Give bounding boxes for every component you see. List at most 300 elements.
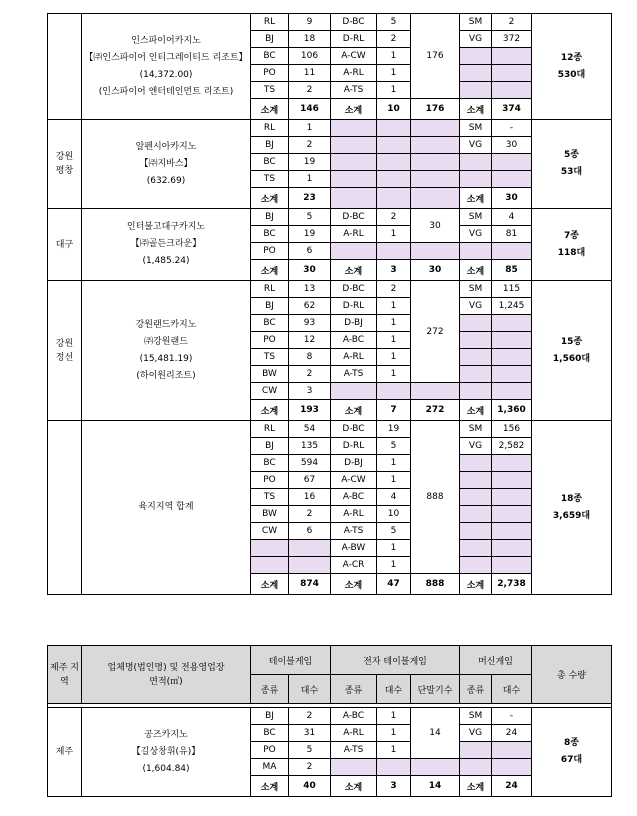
edt-count: 1	[377, 366, 411, 383]
empty-cell	[492, 455, 532, 472]
empty-cell	[460, 349, 492, 366]
subtotal-cell: 146	[289, 99, 331, 120]
company-cell-line: (하이원리조트)	[136, 370, 196, 381]
subtotal-cell: 374	[492, 99, 532, 120]
company-cell-line: 【㈜골든크라운】	[130, 239, 202, 249]
edt-type: A-BC	[331, 708, 377, 725]
empty-cell	[492, 489, 532, 506]
company-cell	[82, 281, 251, 421]
edt-count: 1	[377, 332, 411, 349]
subtotal-cell: 30	[289, 260, 331, 281]
table-game-count: 31	[289, 725, 331, 742]
region-cell-line: 제주	[55, 747, 74, 757]
table-game-type: PO	[251, 332, 289, 349]
subtotal-cell: 40	[289, 776, 331, 797]
table-game-type: BW	[251, 506, 289, 523]
subtotal-cell: 소계	[251, 188, 289, 209]
table-game-count: 5	[289, 742, 331, 759]
machine-type: VG	[460, 226, 492, 243]
header-machine: 머신게임	[460, 646, 532, 675]
empty-cell	[492, 557, 532, 574]
table-game-type: TS	[251, 349, 289, 366]
edt-count: 5	[377, 438, 411, 455]
company-cell-line: 【㈜지바스】	[139, 158, 193, 169]
empty-cell	[377, 759, 411, 776]
empty-cell	[460, 523, 492, 540]
table-game-count: 19	[289, 226, 331, 243]
machine-count: 1,245	[492, 298, 532, 315]
data-row	[48, 209, 612, 226]
company-cell-line: (632.69)	[146, 175, 186, 186]
machine-count: 24	[492, 725, 532, 742]
table-game-count: 2	[289, 759, 331, 776]
empty-cell	[460, 759, 492, 776]
header-count: 대수	[377, 675, 411, 704]
header-slot: 단말기수	[411, 675, 460, 704]
empty-cell	[492, 65, 532, 82]
edt-count: 1	[377, 65, 411, 82]
subtotal-cell: 소계	[251, 260, 289, 281]
machine-count: 156	[492, 421, 532, 438]
machine-type: SM	[460, 209, 492, 226]
total-cell-line: 8종	[564, 738, 579, 748]
empty-cell	[492, 506, 532, 523]
header-region: 제주 지역	[48, 646, 82, 704]
table-game-type: TS	[251, 82, 289, 99]
edt-count: 1	[377, 315, 411, 332]
edt-count: 1	[377, 48, 411, 65]
company-cell	[82, 421, 251, 595]
data-row	[48, 281, 612, 298]
empty-cell	[492, 759, 532, 776]
subtotal-cell: 888	[411, 574, 460, 595]
company-cell-line: 강원랜드카지노	[135, 319, 197, 330]
region-cell	[48, 209, 82, 281]
empty-cell	[251, 540, 289, 557]
edt-type: D-BC	[331, 421, 377, 438]
machine-count: 2	[492, 14, 532, 31]
empty-cell	[460, 171, 492, 188]
edt-terminal-count: 176	[411, 14, 460, 99]
empty-cell	[460, 540, 492, 557]
subtotal-cell: 85	[492, 260, 532, 281]
subtotal-cell: 24	[492, 776, 532, 797]
company-cell	[82, 209, 251, 281]
edt-count: 2	[377, 209, 411, 226]
edt-terminal-count: 14	[411, 708, 460, 759]
region-cell	[48, 281, 82, 421]
machine-count: 30	[492, 137, 532, 154]
machine-type: SM	[460, 14, 492, 31]
edt-type: A-RL	[331, 349, 377, 366]
table-game-count: 2	[289, 82, 331, 99]
table-game-count: 106	[289, 48, 331, 65]
empty-cell	[460, 315, 492, 332]
company-cell-line: (14,372.00)	[139, 69, 193, 80]
machine-count: -	[492, 708, 532, 725]
edt-terminal-count: 30	[411, 209, 460, 243]
total-cell-line: 3,659대	[552, 510, 591, 521]
edt-type: D-BC	[331, 14, 377, 31]
empty-cell	[460, 65, 492, 82]
edt-count: 1	[377, 742, 411, 759]
edt-count: 1	[377, 472, 411, 489]
table-game-count: 6	[289, 243, 331, 260]
machine-type: SM	[460, 421, 492, 438]
company-cell-line: (1,604.84)	[142, 763, 190, 774]
edt-type: D-RL	[331, 298, 377, 315]
region-cell	[48, 421, 82, 595]
edt-type: A-CW	[331, 472, 377, 489]
subtotal-cell	[331, 188, 377, 209]
table-game-count: 67	[289, 472, 331, 489]
edt-type: A-BW	[331, 540, 377, 557]
company-cell	[82, 708, 251, 797]
edt-count: 1	[377, 725, 411, 742]
empty-cell	[331, 759, 377, 776]
edt-type: A-RL	[331, 65, 377, 82]
subtotal-cell: 47	[377, 574, 411, 595]
table-game-count: 594	[289, 455, 331, 472]
empty-cell	[331, 171, 377, 188]
empty-cell	[411, 759, 460, 776]
company-cell-line: 육지지역 합계	[138, 502, 194, 512]
edt-count: 1	[377, 298, 411, 315]
subtotal-cell: 소계	[331, 260, 377, 281]
table-game-count: 2	[289, 137, 331, 154]
edt-type: A-TS	[331, 523, 377, 540]
total-cell-line: 15종	[560, 336, 583, 347]
table-game-type: RL	[251, 421, 289, 438]
machine-type: VG	[460, 298, 492, 315]
empty-cell	[460, 154, 492, 171]
table-game-type: BC	[251, 725, 289, 742]
table-game-type: BJ	[251, 209, 289, 226]
empty-cell	[377, 383, 411, 400]
machine-type: VG	[460, 31, 492, 48]
data-row	[48, 708, 612, 725]
subtotal-cell: 소계	[251, 776, 289, 797]
table-game-count: 1	[289, 120, 331, 137]
edt-count: 1	[377, 349, 411, 366]
edt-count: 1	[377, 455, 411, 472]
total-cell-line: 67대	[560, 755, 583, 765]
edt-type: A-BC	[331, 332, 377, 349]
total-cell	[532, 281, 612, 421]
subtotal-cell: 소계	[251, 400, 289, 421]
header-row	[48, 646, 612, 675]
table-game-count: 8	[289, 349, 331, 366]
table-game-type: BJ	[251, 298, 289, 315]
data-row	[48, 14, 612, 31]
table-game-type: BJ	[251, 137, 289, 154]
company-cell-line: 【길상창휘(유)】	[131, 746, 201, 757]
table-game-type: BC	[251, 455, 289, 472]
header-table-game: 테이블게임	[251, 646, 331, 675]
machine-type: VG	[460, 438, 492, 455]
subtotal-cell	[411, 188, 460, 209]
edt-type: A-RL	[331, 226, 377, 243]
subtotal-cell: 2,738	[492, 574, 532, 595]
table-game-type: BW	[251, 366, 289, 383]
empty-cell	[492, 540, 532, 557]
data-row	[48, 421, 612, 438]
empty-cell	[492, 332, 532, 349]
company-cell-line: 인스파이어카지노	[131, 35, 201, 46]
edt-count: 1	[377, 226, 411, 243]
table-game-type: PO	[251, 472, 289, 489]
empty-cell	[492, 742, 532, 759]
edt-count: 2	[377, 281, 411, 298]
table-game-type: BC	[251, 48, 289, 65]
total-cell-line: 7종	[564, 230, 579, 241]
subtotal-cell: 소계	[460, 188, 492, 209]
header-type: 종류	[251, 675, 289, 704]
company-cell-line: 알펜시아카지노	[135, 141, 197, 152]
table-game-type: RL	[251, 14, 289, 31]
table-game-type: RL	[251, 281, 289, 298]
table-game-type: PO	[251, 243, 289, 260]
edt-count: 4	[377, 489, 411, 506]
empty-cell	[411, 154, 460, 171]
table-game-type: BC	[251, 154, 289, 171]
table-game-count: 2	[289, 708, 331, 725]
table-game-count: 16	[289, 489, 331, 506]
empty-cell	[492, 82, 532, 99]
edt-type: D-RL	[331, 31, 377, 48]
table-game-type: PO	[251, 742, 289, 759]
empty-cell	[331, 137, 377, 154]
empty-cell	[460, 489, 492, 506]
table-game-count: 135	[289, 438, 331, 455]
header-type: 종류	[460, 675, 492, 704]
table-game-type: BJ	[251, 708, 289, 725]
machine-count: 4	[492, 209, 532, 226]
edt-type: A-CW	[331, 48, 377, 65]
company-cell	[82, 14, 251, 120]
empty-cell	[377, 243, 411, 260]
empty-cell	[492, 48, 532, 65]
company-cell-line: (1,485.24)	[142, 256, 190, 266]
empty-cell	[492, 154, 532, 171]
edt-count: 1	[377, 540, 411, 557]
region-cell	[48, 708, 82, 797]
total-cell-line: 53대	[560, 167, 583, 177]
edt-type: D-BJ	[331, 455, 377, 472]
table-game-type: CW	[251, 383, 289, 400]
empty-cell	[492, 243, 532, 260]
empty-cell	[411, 171, 460, 188]
subtotal-cell: 23	[289, 188, 331, 209]
edt-count: 2	[377, 31, 411, 48]
empty-cell	[331, 243, 377, 260]
machine-count: 81	[492, 226, 532, 243]
empty-cell	[331, 383, 377, 400]
empty-cell	[492, 315, 532, 332]
machine-type: VG	[460, 725, 492, 742]
header-company: 업체명(법인명) 및 전용영업장 면적(㎡)	[82, 646, 251, 704]
empty-cell	[492, 472, 532, 489]
table-game-count: 13	[289, 281, 331, 298]
total-cell-line: 5종	[564, 150, 579, 160]
company-cell-line: 공즈카지노	[144, 729, 188, 740]
table-game-type: MA	[251, 759, 289, 776]
total-cell-line: 118대	[557, 247, 586, 258]
header-count: 대수	[289, 675, 331, 704]
empty-cell	[460, 82, 492, 99]
header-type: 종류	[331, 675, 377, 704]
empty-cell	[411, 137, 460, 154]
region-cell-line: 정선	[55, 352, 74, 363]
subtotal-cell: 소계	[331, 99, 377, 120]
edt-type: D-RL	[331, 438, 377, 455]
empty-cell	[492, 523, 532, 540]
subtotal-cell: 소계	[251, 99, 289, 120]
total-cell	[532, 120, 612, 209]
machine-count: -	[492, 120, 532, 137]
empty-cell	[492, 383, 532, 400]
empty-cell	[460, 243, 492, 260]
empty-cell	[377, 137, 411, 154]
table-game-count: 3	[289, 383, 331, 400]
edt-type: A-TS	[331, 742, 377, 759]
total-cell-line: 18종	[560, 493, 583, 504]
table-game-count: 19	[289, 154, 331, 171]
empty-cell	[460, 383, 492, 400]
region-cell-line: 대구	[55, 239, 74, 250]
company-cell-line: 【㈜인스파이어 인티그레이티드 리조트】	[84, 52, 248, 63]
edt-type: A-RL	[331, 725, 377, 742]
empty-cell	[251, 557, 289, 574]
edt-type: D-BJ	[331, 315, 377, 332]
subtotal-cell: 30	[411, 260, 460, 281]
edt-terminal-count: 272	[411, 281, 460, 383]
table-game-type: BC	[251, 226, 289, 243]
empty-cell	[331, 154, 377, 171]
subtotal-cell: 소계	[460, 574, 492, 595]
company-cell-line: 인터불고대구카지노	[126, 222, 206, 232]
empty-cell	[377, 154, 411, 171]
empty-cell	[460, 332, 492, 349]
header-total: 총 수량	[532, 646, 612, 704]
subtotal-cell	[377, 188, 411, 209]
table-game-count: 62	[289, 298, 331, 315]
machine-type: SM	[460, 708, 492, 725]
subtotal-cell: 소계	[460, 400, 492, 421]
table-game-count: 18	[289, 31, 331, 48]
region-cell-line: 강원	[55, 152, 74, 162]
company-cell	[82, 120, 251, 209]
subtotal-cell: 소계	[460, 260, 492, 281]
company-cell-line: (15,481.19)	[139, 353, 193, 364]
empty-cell	[492, 171, 532, 188]
total-cell	[532, 209, 612, 281]
region-cell-line: 강원	[55, 338, 74, 349]
edt-type: A-CR	[331, 557, 377, 574]
empty-cell	[460, 366, 492, 383]
empty-cell	[289, 540, 331, 557]
subtotal-cell: 874	[289, 574, 331, 595]
total-cell	[532, 708, 612, 797]
table-game-count: 12	[289, 332, 331, 349]
edt-count: 1	[377, 82, 411, 99]
table-game-count: 5	[289, 209, 331, 226]
subtotal-cell: 소계	[460, 99, 492, 120]
total-cell-line: 1,560대	[552, 353, 591, 364]
table-game-type: TS	[251, 171, 289, 188]
table-game-type: CW	[251, 523, 289, 540]
empty-cell	[411, 243, 460, 260]
header-edt: 전자 테이블게임	[331, 646, 460, 675]
subtotal-cell: 30	[492, 188, 532, 209]
subtotal-cell: 176	[411, 99, 460, 120]
subtotal-cell: 3	[377, 260, 411, 281]
table-game-count: 1	[289, 171, 331, 188]
empty-cell	[460, 472, 492, 489]
table-game-type: PO	[251, 65, 289, 82]
subtotal-cell: 272	[411, 400, 460, 421]
edt-count: 5	[377, 523, 411, 540]
total-cell-line: 530대	[557, 69, 586, 80]
empty-cell	[331, 120, 377, 137]
region-cell-line: 평창	[55, 166, 74, 176]
table-game-type: TS	[251, 489, 289, 506]
total-cell	[532, 14, 612, 120]
edt-type: A-TS	[331, 366, 377, 383]
subtotal-cell: 소계	[331, 574, 377, 595]
subtotal-cell: 소계	[460, 776, 492, 797]
machine-type: SM	[460, 281, 492, 298]
subtotal-cell: 10	[377, 99, 411, 120]
edt-type: A-TS	[331, 82, 377, 99]
region-cell	[48, 14, 82, 120]
edt-type: A-BC	[331, 489, 377, 506]
company-cell-line: ㈜강원랜드	[144, 336, 188, 347]
casino-table-mainland	[47, 13, 612, 595]
empty-cell	[460, 455, 492, 472]
empty-cell	[492, 349, 532, 366]
edt-type: A-RL	[331, 506, 377, 523]
table-game-count: 54	[289, 421, 331, 438]
subtotal-cell: 1,360	[492, 400, 532, 421]
header-count: 대수	[492, 675, 532, 704]
table-game-count: 11	[289, 65, 331, 82]
table-game-type: RL	[251, 120, 289, 137]
edt-terminal-count: 888	[411, 421, 460, 574]
empty-cell	[411, 120, 460, 137]
region-cell	[48, 120, 82, 209]
total-cell	[532, 421, 612, 595]
empty-cell	[377, 120, 411, 137]
machine-count: 115	[492, 281, 532, 298]
edt-type: D-BC	[331, 209, 377, 226]
machine-type: SM	[460, 120, 492, 137]
subtotal-cell: 소계	[331, 400, 377, 421]
table-game-type: BJ	[251, 438, 289, 455]
table-game-count: 9	[289, 14, 331, 31]
empty-cell	[492, 366, 532, 383]
empty-cell	[460, 557, 492, 574]
subtotal-cell: 소계	[251, 574, 289, 595]
subtotal-cell: 3	[377, 776, 411, 797]
machine-type: VG	[460, 137, 492, 154]
subtotal-cell: 193	[289, 400, 331, 421]
total-cell-line: 12종	[560, 52, 583, 63]
empty-cell	[460, 506, 492, 523]
edt-count: 5	[377, 14, 411, 31]
table-game-count: 93	[289, 315, 331, 332]
data-row	[48, 120, 612, 137]
